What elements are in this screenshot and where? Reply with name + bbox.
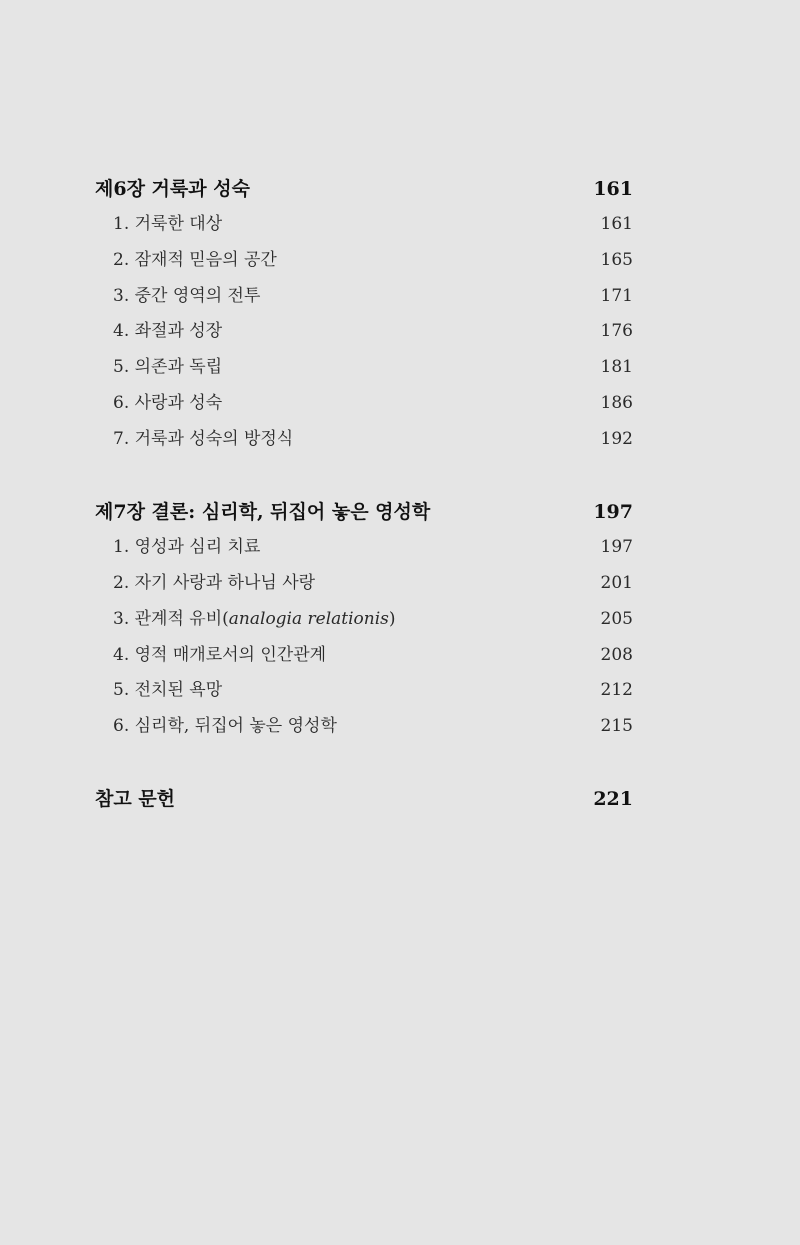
chapter-title: 제6장 거룩과 성숙: [95, 178, 250, 200]
toc-entry: [0, 385, 800, 421]
references-title: 참고 문헌: [95, 788, 176, 810]
section-title: 3. 중간 영역의 전투: [113, 286, 261, 306]
chapter-heading: [0, 494, 800, 530]
section-page-number: 205: [600, 609, 633, 629]
section-title: 4. 영적 매개로서의 인간관계: [113, 645, 327, 665]
toc-entry: [0, 672, 800, 708]
section-page-number: 171: [600, 286, 633, 306]
toc-entry: [0, 601, 800, 637]
section-page-number: 181: [600, 357, 633, 377]
section-title: 4. 좌절과 성장: [113, 321, 223, 341]
toc-entry: [0, 349, 800, 385]
toc-entry: [0, 529, 800, 565]
section-title: 2. 잠재적 믿음의 공간: [113, 250, 277, 270]
section-page-number: 186: [600, 393, 633, 413]
toc-entry: [0, 206, 800, 242]
references-heading: [0, 781, 800, 817]
section-title: [113, 601, 396, 637]
section-page-number: 165: [600, 250, 633, 270]
section-title: 1. 거룩한 대상: [113, 214, 223, 234]
section-page-number: 201: [600, 573, 633, 593]
references-page-number: 221: [593, 788, 633, 810]
section-page-number: 192: [600, 429, 633, 449]
section-page-number: 176: [600, 321, 633, 341]
section-title-prefix: 3. 관계적 유비(: [113, 609, 229, 629]
section-title: 6. 심리학, 뒤집어 놓은 영성학: [113, 716, 337, 736]
section-page-number: 212: [600, 680, 633, 700]
section-title-latin-term: analogia relationis: [228, 609, 389, 629]
section-title: 1. 영성과 심리 치료: [113, 537, 261, 557]
toc-entry: [0, 637, 800, 673]
chapter-title: 제7장 결론: 심리학, 뒤집어 놓은 영성학: [95, 501, 431, 523]
toc-entry: [0, 565, 800, 601]
chapter-page-number: 161: [593, 178, 633, 200]
section-page-number: 161: [600, 214, 633, 234]
section-title-suffix: ): [388, 609, 396, 629]
toc-entry: [0, 708, 800, 744]
section-title: 7. 거룩과 성숙의 방정식: [113, 429, 294, 449]
section-title: 5. 전치된 욕망: [113, 680, 223, 700]
section-page-number: 208: [600, 645, 633, 665]
section-page-number: 215: [600, 716, 633, 736]
section-title: 2. 자기 사랑과 하나님 사랑: [113, 573, 316, 593]
toc-entry: [0, 313, 800, 349]
toc-entry: [0, 242, 800, 278]
section-title: 6. 사랑과 성숙: [113, 393, 223, 413]
chapter-page-number: 197: [593, 501, 633, 523]
chapter-heading: [0, 171, 800, 207]
section-page-number: 197: [600, 537, 633, 557]
section-title: 5. 의존과 독립: [113, 357, 223, 377]
toc-entry: [0, 278, 800, 314]
toc-entry: [0, 421, 800, 457]
